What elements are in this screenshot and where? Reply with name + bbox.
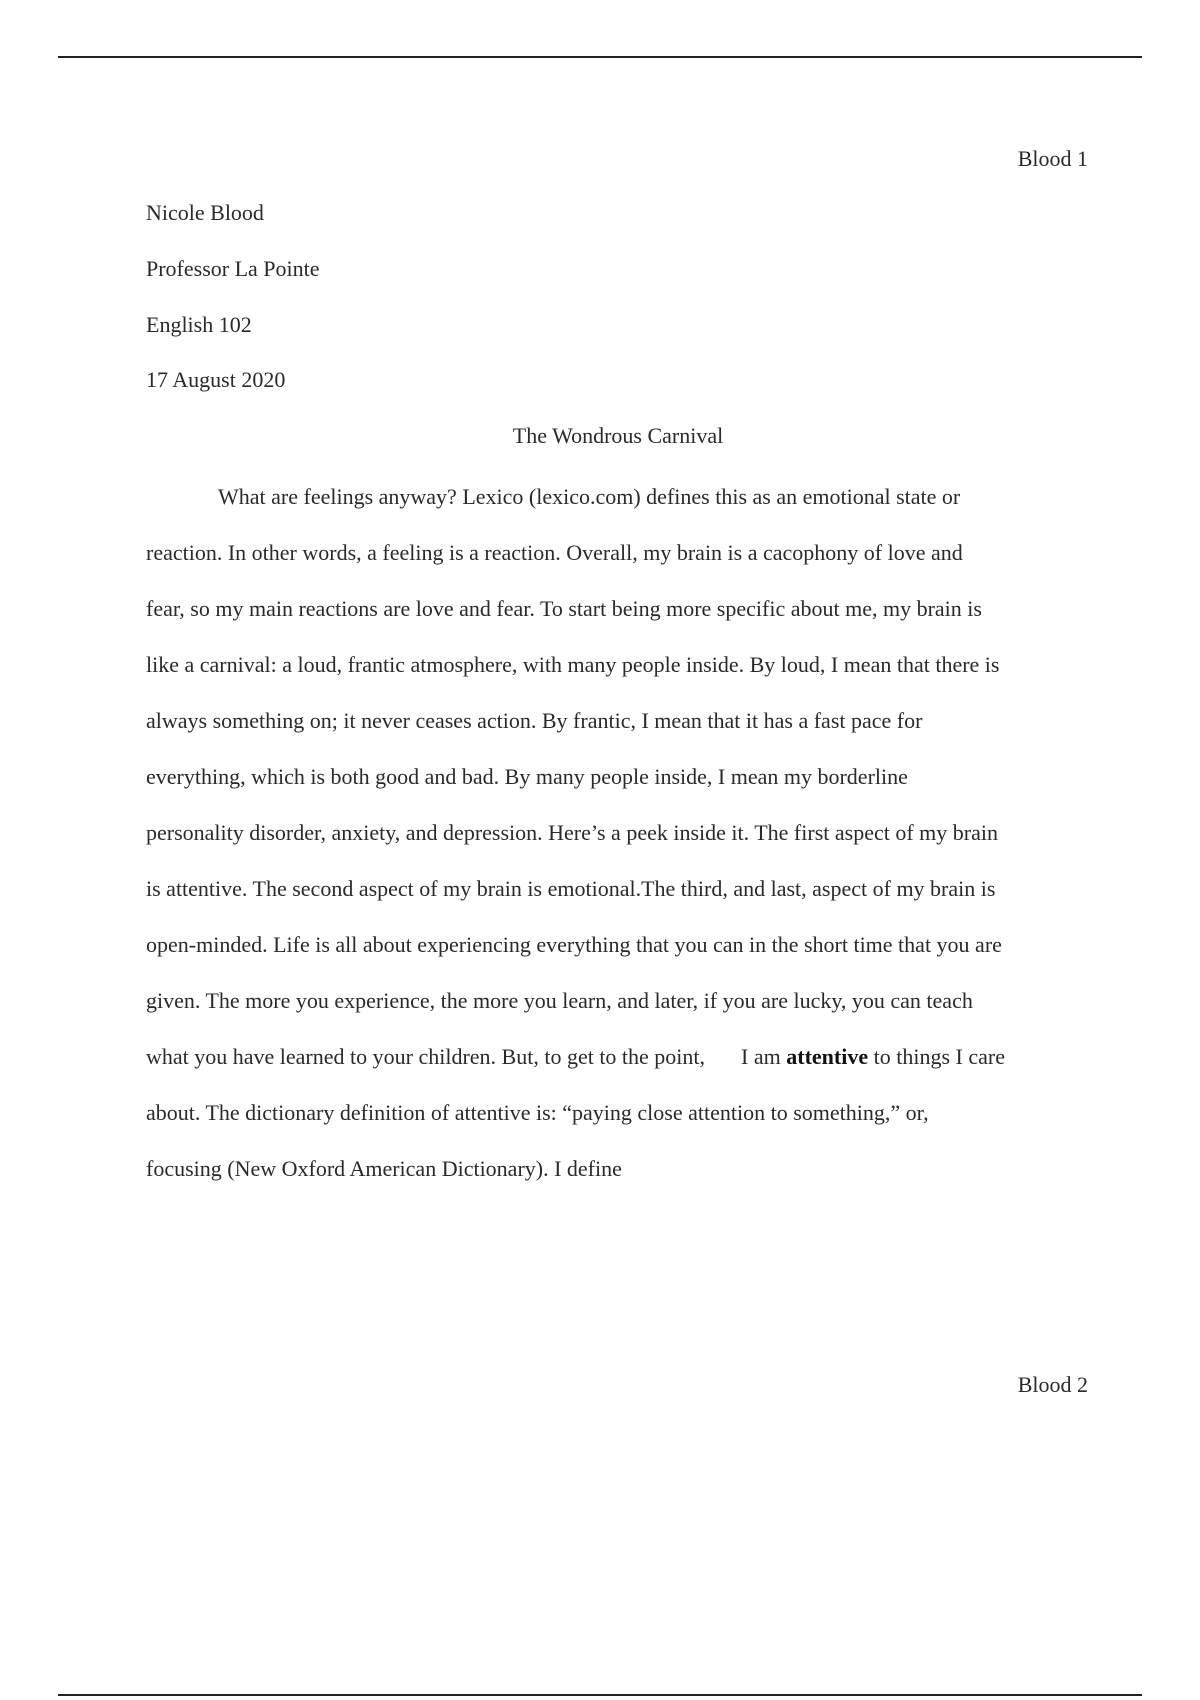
bold-term-attentive: attentive [786, 1044, 869, 1069]
body-line: personality disorder, anxiety, and depression. Here’s a peek inside it. The first aspect of my brain [146, 820, 998, 845]
essay-title: The Wondrous Carnival [512, 423, 724, 448]
essay-body [146, 469, 1091, 1197]
body-line: about. The dictionary definition of attentive is: “paying close attention to something,” or, [146, 1100, 929, 1125]
body-text-segment: I am [741, 1044, 781, 1069]
running-head-page-2: Blood 2 [1017, 1372, 1088, 1397]
body-line: given. The more you experience, the more you learn, and later, if you are lucky, you can teach [146, 988, 973, 1013]
body-line-with-bold [146, 1029, 1091, 1085]
body-line: is attentive. The second aspect of my brain is emotional.The third, and last, aspect of my brain is [146, 876, 996, 901]
course-name: English 102 [146, 312, 252, 337]
student-name: Nicole Blood [146, 200, 264, 225]
body-text-segment: what you have learned to your children. But, to get to the point, [146, 1044, 706, 1069]
body-line: fear, so my main reactions are love and fear. To start being more specific about me, my brain is [146, 596, 982, 621]
bottom-page-border [58, 1694, 1142, 1696]
body-text-segment: to things I care [873, 1044, 1005, 1069]
body-line: focusing (New Oxford American Dictionary). I define [146, 1156, 622, 1181]
body-line: always something on; it never ceases action. By frantic, I mean that it has a fast pace for [146, 708, 923, 733]
body-line: like a carnival: a loud, frantic atmosphere, with many people inside. By loud, I mean that there is [146, 652, 1000, 677]
body-line: What are feelings anyway? Lexico (lexico.com) defines this as an emotional state or [218, 484, 961, 509]
top-page-border [58, 56, 1142, 58]
running-head-page-1: Blood 1 [1017, 146, 1088, 171]
body-line: everything, which is both good and bad. By many people inside, I mean my borderline [146, 764, 908, 789]
essay-date: 17 August 2020 [146, 367, 286, 392]
body-line: open-minded. Life is all about experiencing everything that you can in the short time that you are [146, 932, 1002, 957]
body-line: reaction. In other words, a feeling is a reaction. Overall, my brain is a cacophony of love and [146, 540, 963, 565]
professor-name: Professor La Pointe [146, 256, 320, 281]
